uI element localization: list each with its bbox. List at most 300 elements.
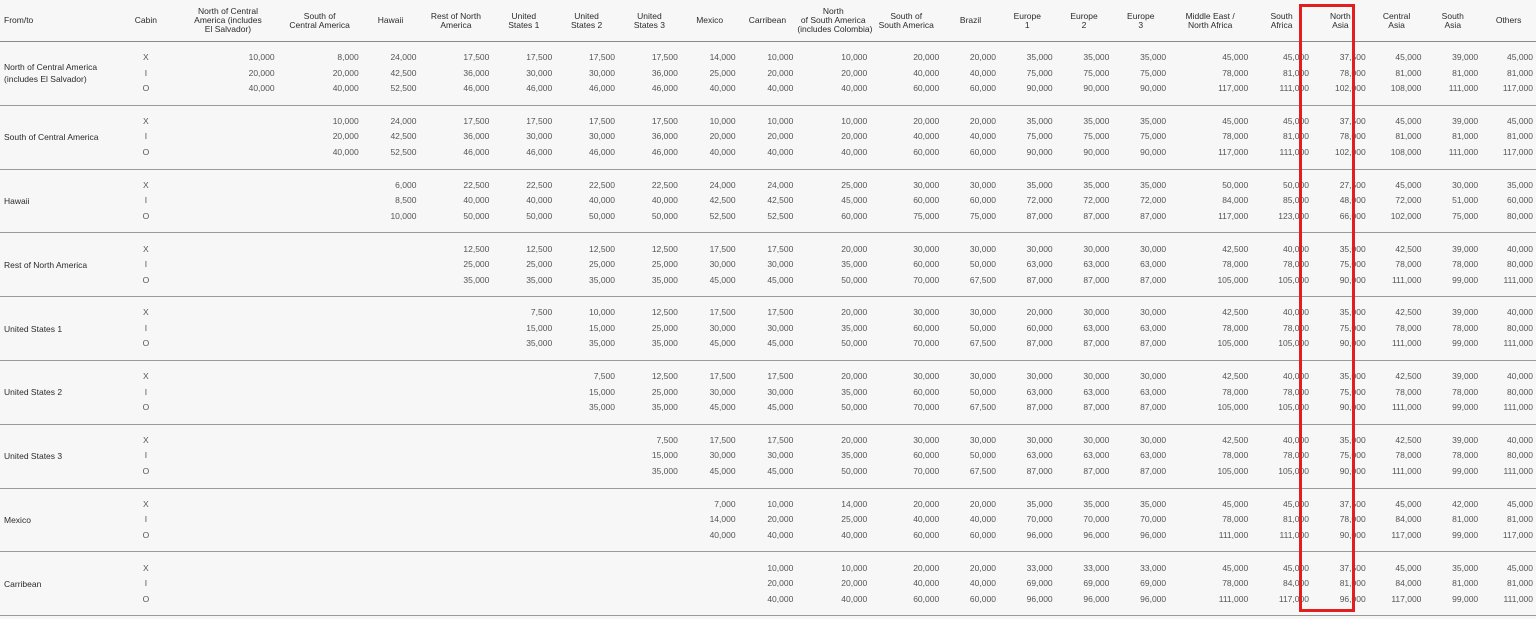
miles-cell-rest-of-north-america xyxy=(419,297,492,361)
miles-value: 35,000 xyxy=(1339,243,1366,254)
miles-cell-hawaii xyxy=(362,233,420,297)
miles-value: 39,000 xyxy=(1452,243,1479,254)
header-label-line: States 3 xyxy=(633,19,665,30)
miles-value: 99,000 xyxy=(1452,465,1479,476)
miles-value: 17,500 xyxy=(651,52,678,63)
miles-value: 50,000 xyxy=(969,386,996,397)
miles-value: 45,000 xyxy=(841,195,868,206)
miles-value: 36,000 xyxy=(651,131,678,142)
miles-value: 78,000 xyxy=(1395,259,1422,270)
miles-value: 60,000 xyxy=(1507,195,1533,206)
miles-value: 70,000 xyxy=(1083,514,1110,525)
miles-cell-north-of-central-america-includes-el-salvador xyxy=(178,297,277,361)
header-label-line: North Africa xyxy=(1187,19,1233,30)
miles-value: 99,000 xyxy=(1452,402,1479,413)
miles-value: 35,000 xyxy=(526,274,553,285)
miles-cell-south-africa xyxy=(1251,297,1312,361)
miles-cell-north-of-central-america-includes-el-salvador xyxy=(178,233,277,297)
miles-value: 105,000 xyxy=(1217,274,1249,285)
miles-value: 78,000 xyxy=(1282,322,1309,333)
miles-value: 90,000 xyxy=(1026,146,1053,157)
miles-cell-united-states-3 xyxy=(618,488,681,552)
miles-value: 30,000 xyxy=(589,131,615,142)
miles-value: 111,000 xyxy=(1391,338,1422,349)
miles-cell-south-asia xyxy=(1424,297,1481,361)
miles-value: 35,000 xyxy=(1026,52,1053,63)
miles-cell-mexico xyxy=(681,42,739,106)
miles-cell-carribean xyxy=(739,105,797,169)
miles-value: 17,500 xyxy=(767,243,794,254)
miles-value: 105,000 xyxy=(1278,465,1309,476)
miles-value: 45,000 xyxy=(1222,498,1249,509)
header-label-line: Asia xyxy=(1332,19,1349,30)
miles-cell-europe-3 xyxy=(1112,42,1169,106)
miles-value: 33,000 xyxy=(1140,562,1167,573)
miles-cell-rest-of-north-america xyxy=(419,233,492,297)
miles-cell-others xyxy=(1481,169,1536,233)
cabin-code: I xyxy=(144,514,148,525)
miles-value: 35,000 xyxy=(589,274,615,285)
miles-cell-brazil xyxy=(942,169,999,233)
miles-value: 111,000 xyxy=(1391,274,1422,285)
miles-cell-north-of-south-america-includes-colombia xyxy=(796,488,870,552)
miles-cell-south-of-central-america xyxy=(278,424,362,488)
miles-value: 30,000 xyxy=(1026,434,1053,445)
miles-cell-north-asia xyxy=(1312,552,1369,616)
miles-cell-europe-3 xyxy=(1112,552,1169,616)
row-origin-united-states-2 xyxy=(0,360,113,424)
header-label-line: Carribean xyxy=(748,15,787,25)
miles-value: 25,000 xyxy=(709,67,736,78)
miles-value: 40,000 xyxy=(913,578,940,589)
miles-value: 40,000 xyxy=(841,529,868,540)
miles-value: 80,000 xyxy=(1507,386,1533,397)
header-label-line: United xyxy=(511,10,537,21)
miles-value: 40,000 xyxy=(1507,307,1533,318)
miles-value: 50,000 xyxy=(463,210,490,221)
miles-cell-south-asia xyxy=(1424,233,1481,297)
miles-value: 40,000 xyxy=(767,593,794,604)
miles-cell-europe-1 xyxy=(999,169,1056,233)
miles-value: 45,000 xyxy=(767,338,794,349)
miles-value: 45,000 xyxy=(767,465,794,476)
miles-cell-rest-of-north-america xyxy=(419,552,492,616)
miles-value: 111,000 xyxy=(1218,529,1249,540)
miles-cell-europe-1 xyxy=(999,552,1056,616)
miles-cell-united-states-1 xyxy=(492,297,555,361)
header-south-of-central-america xyxy=(278,0,362,42)
miles-value: 45,000 xyxy=(1395,52,1422,63)
header-label-line: of South America xyxy=(800,15,866,25)
miles-value: 108,000 xyxy=(1390,146,1422,157)
miles-value: 20,000 xyxy=(841,371,868,382)
miles-value: 60,000 xyxy=(913,195,940,206)
header-united-states-2 xyxy=(555,0,618,42)
cabin-code: I xyxy=(144,322,148,333)
miles-cell-north-asia xyxy=(1312,488,1369,552)
miles-value: 12,500 xyxy=(651,307,678,318)
miles-value: 33,000 xyxy=(1026,562,1053,573)
miles-value: 70,000 xyxy=(913,274,940,285)
miles-value: 81,000 xyxy=(1452,67,1479,78)
miles-value: 111,000 xyxy=(1279,529,1309,540)
cabin-code: I xyxy=(144,578,148,589)
miles-value: 10,000 xyxy=(841,562,868,573)
miles-value: 22,500 xyxy=(463,179,490,190)
miles-value: 17,500 xyxy=(589,52,615,63)
miles-value: 40,000 xyxy=(709,83,736,94)
miles-value: 63,000 xyxy=(1083,322,1110,333)
miles-cell-europe-2 xyxy=(1056,360,1113,424)
origin-label-line: United States 3 xyxy=(4,451,63,462)
miles-value: 87,000 xyxy=(1140,402,1167,413)
miles-value: 30,000 xyxy=(709,386,736,397)
miles-value: 63,000 xyxy=(1026,386,1053,397)
miles-value: 45,000 xyxy=(1282,498,1309,509)
miles-value: 24,000 xyxy=(390,52,417,63)
miles-value: 42,500 xyxy=(390,67,417,78)
miles-value: 35,000 xyxy=(1083,179,1110,190)
miles-cell-north-asia xyxy=(1312,360,1369,424)
miles-value: 46,000 xyxy=(589,83,615,94)
miles-value: 40,000 xyxy=(651,195,678,206)
miles-cell-others xyxy=(1481,42,1536,106)
miles-cell-south-of-south-america xyxy=(870,42,942,106)
miles-value: 37,500 xyxy=(1339,115,1366,126)
miles-value: 87,000 xyxy=(1026,465,1053,476)
miles-value: 40,000 xyxy=(969,67,996,78)
header-united-states-1 xyxy=(492,0,555,42)
miles-value: 12,500 xyxy=(651,243,678,254)
miles-value: 96,000 xyxy=(1140,593,1167,604)
cabin-code: X xyxy=(143,371,149,382)
miles-value: 70,000 xyxy=(913,465,940,476)
miles-value: 111,000 xyxy=(1448,146,1479,157)
miles-value: 123,000 xyxy=(1278,210,1309,221)
row-origin-south-of-central-america xyxy=(0,105,113,169)
miles-value: 10,000 xyxy=(767,498,794,509)
miles-cell-north-of-south-america-includes-colombia xyxy=(796,169,870,233)
miles-cell-south-asia xyxy=(1424,552,1481,616)
miles-value: 90,000 xyxy=(1339,529,1366,540)
cabin-code: I xyxy=(144,386,148,397)
miles-value: 35,000 xyxy=(1026,498,1053,509)
miles-value: 20,000 xyxy=(841,243,868,254)
miles-value: 111,000 xyxy=(1218,593,1249,604)
header-europe-3 xyxy=(1112,0,1169,42)
miles-cell-north-of-central-america-includes-el-salvador xyxy=(178,105,277,169)
miles-value: 40,000 xyxy=(248,83,275,94)
miles-cell-central-asia xyxy=(1369,488,1425,552)
miles-value: 25,000 xyxy=(651,386,678,397)
miles-value: 96,000 xyxy=(1339,593,1366,604)
row-origin-carribean xyxy=(0,552,113,616)
header-label-line: South of xyxy=(890,10,923,21)
miles-cell-middle-east-north-africa xyxy=(1169,552,1251,616)
cabin-codes xyxy=(113,105,178,169)
miles-cell-north-of-south-america-includes-colombia xyxy=(796,105,870,169)
miles-value: 35,000 xyxy=(841,386,868,397)
miles-value: 30,000 xyxy=(589,67,615,78)
miles-value: 50,000 xyxy=(969,259,996,270)
miles-cell-others xyxy=(1481,552,1536,616)
miles-cell-south-asia xyxy=(1424,42,1481,106)
miles-cell-mexico xyxy=(681,233,739,297)
miles-value: 87,000 xyxy=(1140,210,1167,221)
miles-value: 30,000 xyxy=(767,259,794,270)
header-mexico xyxy=(681,0,739,42)
miles-value: 35,000 xyxy=(463,274,490,285)
header-label-line: Central xyxy=(1382,10,1411,21)
header-label-line: United xyxy=(574,10,599,21)
miles-value: 37,500 xyxy=(1339,562,1366,573)
header-label-line: North xyxy=(1329,10,1351,21)
row-origin-united-states-3 xyxy=(0,424,113,488)
miles-value: 99,000 xyxy=(1452,529,1479,540)
miles-value: 40,000 xyxy=(709,529,736,540)
miles-value: 12,500 xyxy=(589,243,615,254)
cabin-code: O xyxy=(142,210,150,221)
header-label-line: Mexico xyxy=(696,15,724,25)
miles-cell-united-states-3 xyxy=(618,297,681,361)
miles-value: 78,000 xyxy=(1222,450,1249,461)
miles-value: 17,500 xyxy=(709,434,736,445)
miles-value: 10,000 xyxy=(841,115,868,126)
miles-value: 60,000 xyxy=(969,529,996,540)
miles-value: 81,000 xyxy=(1507,514,1533,525)
header-brazil xyxy=(942,0,999,42)
miles-cell-brazil xyxy=(942,233,999,297)
miles-value: 7,000 xyxy=(714,498,736,509)
miles-value: 42,500 xyxy=(1222,371,1249,382)
miles-value: 35,000 xyxy=(1083,115,1110,126)
miles-value: 40,000 xyxy=(841,83,868,94)
miles-value: 20,000 xyxy=(913,498,940,509)
miles-cell-rest-of-north-america xyxy=(419,424,492,488)
miles-cell-rest-of-north-america xyxy=(419,105,492,169)
miles-value: 75,000 xyxy=(1452,210,1479,221)
miles-value: 50,000 xyxy=(841,465,868,476)
cabin-codes xyxy=(113,233,178,297)
miles-value: 117,000 xyxy=(1502,83,1533,94)
miles-value: 78,000 xyxy=(1395,386,1422,397)
header-hawaii xyxy=(362,0,420,42)
miles-cell-carribean xyxy=(739,488,797,552)
miles-cell-united-states-3 xyxy=(618,42,681,106)
miles-value: 78,000 xyxy=(1282,450,1309,461)
miles-cell-central-asia xyxy=(1369,424,1425,488)
origin-label-line: North of Central America xyxy=(4,62,98,73)
miles-cell-north-of-south-america-includes-colombia xyxy=(796,360,870,424)
miles-cell-south-africa xyxy=(1251,42,1312,106)
miles-value: 30,000 xyxy=(767,450,794,461)
miles-cell-rest-of-north-america xyxy=(419,488,492,552)
cabin-code: I xyxy=(144,259,148,270)
header-label-line: Europe xyxy=(1070,10,1098,21)
miles-value: 102,000 xyxy=(1334,146,1366,157)
miles-cell-europe-2 xyxy=(1056,488,1113,552)
miles-value: 84,000 xyxy=(1395,578,1422,589)
miles-value: 75,000 xyxy=(1140,131,1167,142)
miles-value: 111,000 xyxy=(1503,338,1533,349)
header-label-line: South America xyxy=(878,19,934,30)
header-others xyxy=(1481,0,1536,42)
miles-value: 78,000 xyxy=(1222,578,1249,589)
miles-value: 87,000 xyxy=(1140,338,1167,349)
miles-cell-united-states-3 xyxy=(618,169,681,233)
miles-value: 78,000 xyxy=(1339,514,1366,525)
miles-cell-south-of-central-america xyxy=(278,169,362,233)
miles-value: 7,500 xyxy=(593,371,615,382)
miles-value: 81,000 xyxy=(1339,578,1366,589)
miles-value: 87,000 xyxy=(1083,338,1110,349)
miles-value: 40,000 xyxy=(463,195,490,206)
miles-cell-south-of-central-america xyxy=(278,42,362,106)
miles-value: 35,000 xyxy=(526,338,553,349)
miles-value: 75,000 xyxy=(1339,386,1366,397)
miles-value: 30,000 xyxy=(1026,243,1053,254)
miles-cell-united-states-2 xyxy=(555,233,618,297)
miles-value: 80,000 xyxy=(1507,259,1533,270)
header-label-line: North xyxy=(822,6,844,16)
miles-value: 46,000 xyxy=(651,146,678,157)
header-north-asia xyxy=(1312,0,1369,42)
miles-cell-hawaii xyxy=(362,360,420,424)
miles-value: 48,000 xyxy=(1339,195,1366,206)
header-label-line: Others xyxy=(1495,15,1522,25)
miles-cell-carribean xyxy=(739,169,797,233)
header-south-asia xyxy=(1424,0,1481,42)
miles-cell-north-of-south-america-includes-colombia xyxy=(796,424,870,488)
miles-value: 40,000 xyxy=(841,593,868,604)
miles-value: 108,000 xyxy=(1390,83,1422,94)
miles-cell-hawaii xyxy=(362,552,420,616)
cabin-code: O xyxy=(142,338,150,349)
miles-value: 42,500 xyxy=(1395,307,1422,318)
table-row xyxy=(0,169,1536,233)
header-label-line: (includes Colombia) xyxy=(797,24,873,34)
miles-cell-central-asia xyxy=(1369,169,1425,233)
cabin-code: O xyxy=(142,465,150,476)
miles-value: 30,000 xyxy=(1452,179,1479,190)
miles-value: 87,000 xyxy=(1140,274,1167,285)
miles-cell-rest-of-north-america xyxy=(419,169,492,233)
miles-cell-mexico xyxy=(681,552,739,616)
miles-value: 60,000 xyxy=(913,259,940,270)
miles-value: 69,000 xyxy=(1026,578,1053,589)
miles-value: 24,000 xyxy=(709,179,736,190)
miles-cell-south-africa xyxy=(1251,233,1312,297)
miles-value: 42,500 xyxy=(767,195,794,206)
miles-cell-mexico xyxy=(681,360,739,424)
origin-label-line: Carribean xyxy=(4,578,42,589)
cabin-code: X xyxy=(143,115,149,126)
miles-value: 75,000 xyxy=(969,210,996,221)
miles-value: 117,000 xyxy=(1391,529,1422,540)
miles-cell-united-states-2 xyxy=(555,169,618,233)
header-label-line: Hawaii xyxy=(377,15,404,25)
miles-cell-south-asia xyxy=(1424,105,1481,169)
miles-cell-carribean xyxy=(739,360,797,424)
miles-value: 45,000 xyxy=(1507,52,1533,63)
miles-value: 45,000 xyxy=(709,402,736,413)
miles-value: 81,000 xyxy=(1452,514,1479,525)
miles-cell-north-of-south-america-includes-colombia xyxy=(796,42,870,106)
miles-value: 90,000 xyxy=(1083,83,1110,94)
header-label-line: South xyxy=(1270,10,1293,21)
miles-value: 60,000 xyxy=(913,593,940,604)
miles-value: 35,000 xyxy=(841,322,868,333)
miles-cell-rest-of-north-america xyxy=(419,42,492,106)
miles-value: 35,000 xyxy=(589,402,615,413)
miles-value: 22,500 xyxy=(526,179,553,190)
miles-value: 40,000 xyxy=(1282,243,1309,254)
miles-value: 96,000 xyxy=(1083,529,1110,540)
miles-cell-north-of-south-america-includes-colombia xyxy=(796,552,870,616)
miles-value: 20,000 xyxy=(332,67,359,78)
miles-value: 20,000 xyxy=(969,498,996,509)
miles-value: 40,000 xyxy=(969,514,996,525)
miles-value: 12,500 xyxy=(651,371,678,382)
miles-value: 60,000 xyxy=(969,593,996,604)
miles-value: 52,500 xyxy=(767,210,794,221)
miles-value: 117,000 xyxy=(1218,146,1249,157)
header-label-line: El Salvador) xyxy=(204,24,252,34)
miles-cell-carribean xyxy=(739,424,797,488)
miles-value: 35,000 xyxy=(1083,498,1110,509)
miles-value: 60,000 xyxy=(969,195,996,206)
miles-value: 25,000 xyxy=(841,514,868,525)
miles-cell-united-states-1 xyxy=(492,233,555,297)
miles-value: 30,000 xyxy=(767,322,794,333)
header-from-to: From/to xyxy=(4,15,34,25)
miles-value: 87,000 xyxy=(1026,402,1053,413)
miles-value: 45,000 xyxy=(709,465,736,476)
miles-value: 40,000 xyxy=(1282,434,1309,445)
miles-value: 46,000 xyxy=(651,83,678,94)
miles-value: 35,000 xyxy=(651,274,678,285)
miles-value: 63,000 xyxy=(1140,386,1167,397)
miles-value: 35,000 xyxy=(1140,52,1167,63)
miles-value: 42,500 xyxy=(709,195,736,206)
table-row xyxy=(0,424,1536,488)
header-label-line: Europe xyxy=(1013,10,1041,21)
miles-value: 42,500 xyxy=(1395,371,1422,382)
miles-cell-central-asia xyxy=(1369,233,1425,297)
miles-value: 35,000 xyxy=(1083,52,1110,63)
miles-value: 66,000 xyxy=(1339,210,1366,221)
header-label-line: United xyxy=(637,10,662,21)
miles-cell-south-of-south-america xyxy=(870,552,942,616)
miles-value: 20,000 xyxy=(841,67,868,78)
miles-value: 81,000 xyxy=(1507,578,1533,589)
miles-cell-north-asia xyxy=(1312,297,1369,361)
miles-value: 90,000 xyxy=(1339,465,1366,476)
cabin-codes xyxy=(113,552,178,616)
miles-value: 78,000 xyxy=(1222,67,1249,78)
miles-value: 17,500 xyxy=(526,115,553,126)
miles-value: 35,000 xyxy=(589,338,615,349)
miles-value: 81,000 xyxy=(1282,514,1309,525)
miles-cell-north-asia xyxy=(1312,169,1369,233)
miles-value: 96,000 xyxy=(1026,593,1053,604)
miles-value: 105,000 xyxy=(1217,402,1249,413)
miles-value: 30,000 xyxy=(526,131,553,142)
miles-value: 36,000 xyxy=(463,67,490,78)
miles-cell-north-asia xyxy=(1312,424,1369,488)
miles-value: 117,000 xyxy=(1218,83,1249,94)
miles-cell-brazil xyxy=(942,360,999,424)
